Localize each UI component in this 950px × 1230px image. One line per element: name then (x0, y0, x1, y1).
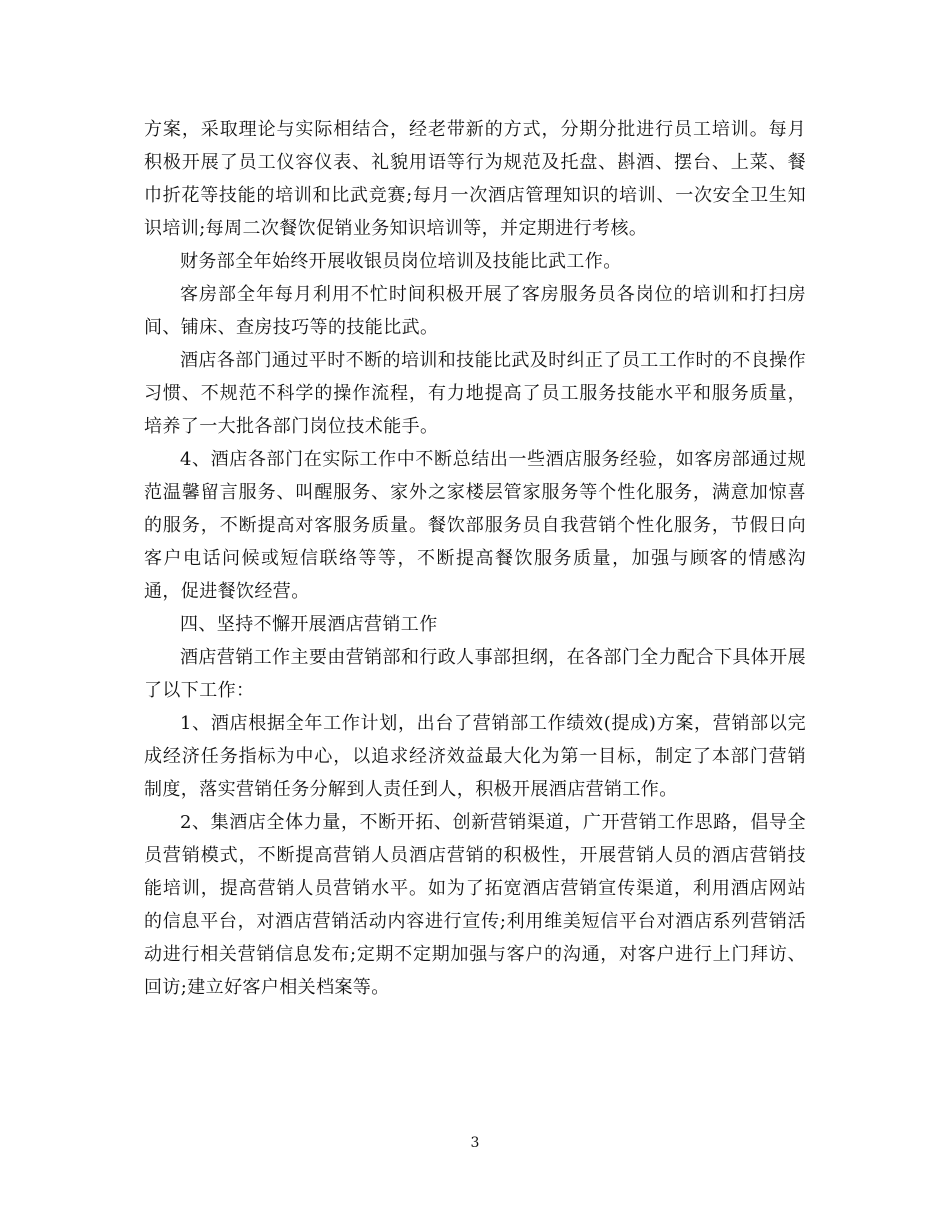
paragraph-2: 财务部全年始终开展收银员岗位培训及技能比武工作。 (180, 251, 622, 272)
paragraph-3: 客房部全年每月利用不忙时间积极开展了客房服务员各岗位的培训和打扫房间、铺床、查房技巧等的技能比武。 (144, 284, 806, 338)
paragraph-1: 方案，采取理论与实际相结合，经老带新的方式，分期分批进行员工培训。每月积极开展了员工仪容仪表、礼貌用语等行为规范及托盘、斟酒、摆台、上菜、餐巾折花等技能的培训和比武竞赛;每月一次酒店管理知识的培训、一次安全卫生知识培训;每周二次餐饮促销业务知识培训等，并定期进行考核。 (144, 119, 806, 239)
paragraph-7: 酒店营销工作主要由营销部和行政人事部担纲，在各部门全力配合下具体开展了以下工作： (144, 647, 806, 701)
paragraph-8: 1、酒店根据全年工作计划，出台了营销部工作绩效(提成)方案，营销部以完成经济任务指标为中心，以追求经济效益最大化为第一目标，制定了本部门营销制度，落实营销任务分解到人责任到人，积极开展酒店营销工作。 (144, 713, 806, 800)
paragraph-4: 酒店各部门通过平时不断的培训和技能比武及时纠正了员工工作时的不良操作习惯、不规范不科学的操作流程，有力地提高了员工服务技能水平和服务质量，培养了一大批各部门岗位技术能手。 (144, 350, 806, 437)
page-number: 3 (470, 1135, 480, 1151)
section-heading: 四、坚持不懈开展酒店营销工作 (180, 614, 438, 635)
paragraph-9: 2、集酒店全体力量，不断开拓、创新营销渠道，广开营销工作思路，倡导全员营销模式，不断提高营销人员酒店营销的积极性，开展营销人员的酒店营销技能培训，提高营销人员营销水平。如为了拓宽酒店营销宣传渠道，利用酒店网站的信息平台，对酒店营销活动内容进行宣传;利用维美短信平台对酒店系列营销活动进行相关营销信息发布;定期不定期加强与客户的沟通，对客户进行上门拜访、回访;建立好客户相关档案等。 (144, 812, 806, 998)
document-body (144, 113, 806, 1004)
paragraph-5: 4、酒店各部门在实际工作中不断总结出一些酒店服务经验，如客房部通过规范温馨留言服务、叫醒服务、家外之家楼层管家服务等个性化服务，满意加惊喜的服务，不断提高对客服务质量。餐饮部服务员自我营销个性化服务，节假日向客户电话问候或短信联络等等，不断提高餐饮服务质量，加强与顾客的情感沟通，促进餐饮经营。 (144, 449, 806, 602)
